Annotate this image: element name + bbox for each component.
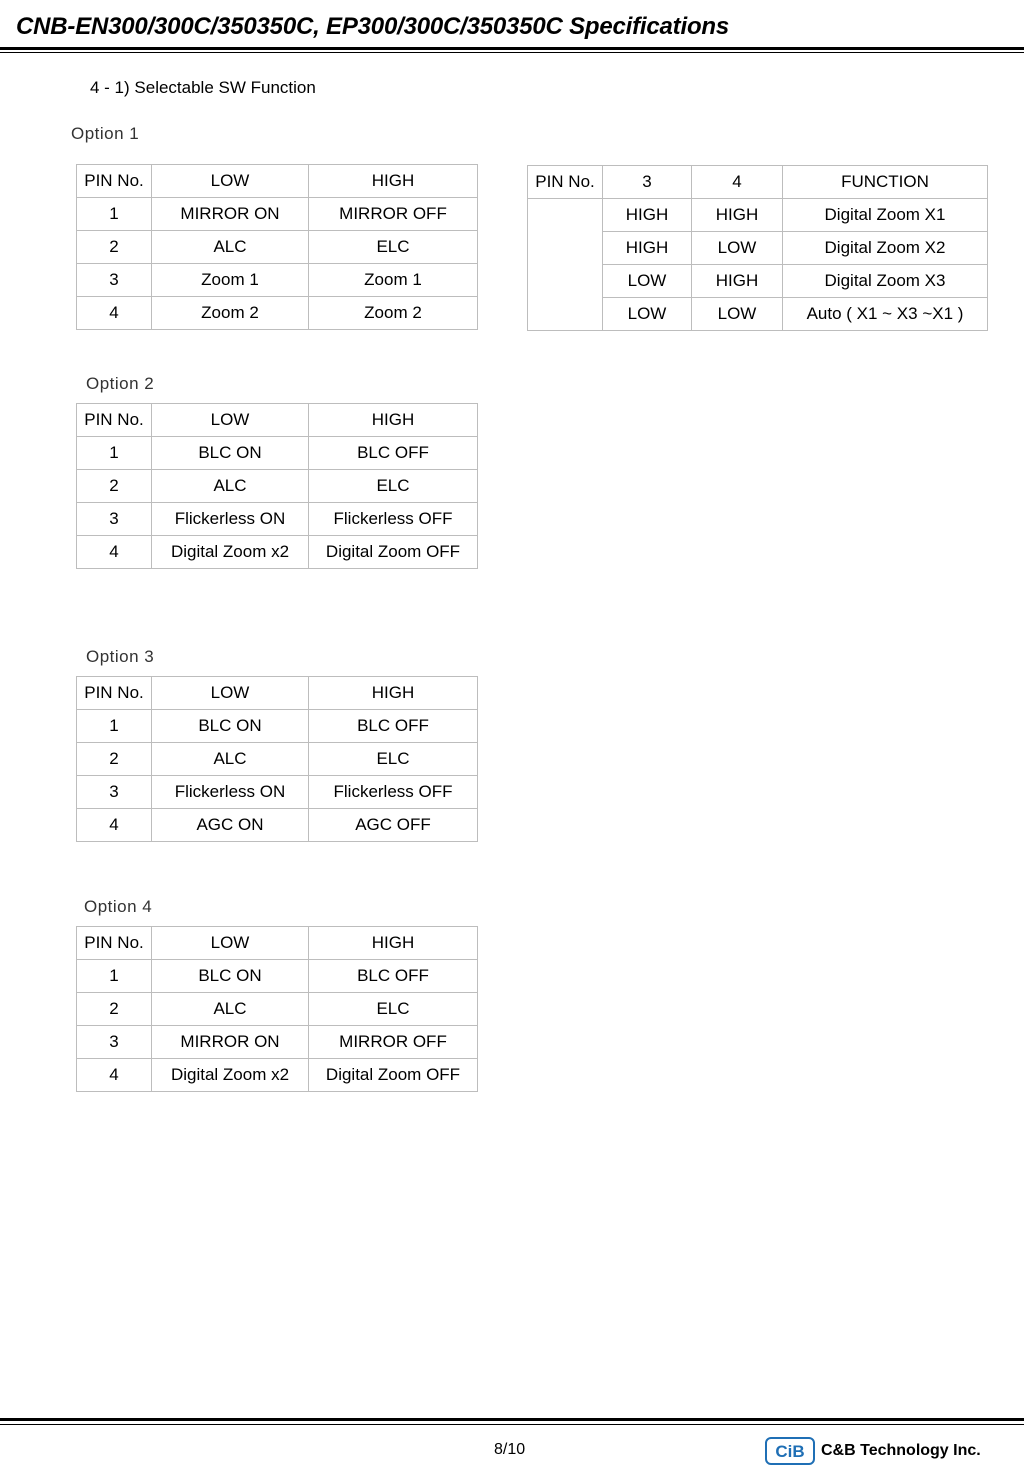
function-cell: Digital Zoom X3 (783, 265, 988, 298)
header-high: HIGH (309, 404, 478, 437)
option1-label: Option 1 (71, 124, 140, 143)
table-row (77, 1026, 478, 1059)
low-cell: Digital Zoom x2 (152, 1059, 309, 1092)
low-cell: Zoom 1 (152, 264, 309, 297)
table-header-row (77, 165, 478, 198)
pin-cell: 3 (77, 1026, 152, 1059)
table-row (77, 437, 478, 470)
table-row (77, 993, 478, 1026)
table-header-row (77, 677, 478, 710)
table-header-row (528, 166, 988, 199)
low-cell: ALC (152, 993, 309, 1026)
pin4-cell: HIGH (692, 265, 783, 298)
option4-label: Option 4 (84, 897, 153, 916)
option2-label: Option 2 (86, 374, 155, 393)
header-function: FUNCTION (783, 166, 988, 199)
low-cell: MIRROR ON (152, 198, 309, 231)
footer-rule-thick (0, 1418, 1024, 1421)
pin-cell: 4 (77, 809, 152, 842)
option2-table (76, 403, 478, 569)
table-row (77, 1059, 478, 1092)
high-cell: Flickerless OFF (309, 776, 478, 809)
pin4-cell: LOW (692, 232, 783, 265)
header-rule-thick (0, 47, 1024, 50)
pin-cell: 2 (77, 231, 152, 264)
header-high: HIGH (309, 927, 478, 960)
pin-cell: 1 (77, 960, 152, 993)
high-cell: MIRROR OFF (309, 1026, 478, 1059)
low-cell: Zoom 2 (152, 297, 309, 330)
table-row (77, 231, 478, 264)
option3-table (76, 676, 478, 842)
high-cell: BLC OFF (309, 437, 478, 470)
pin-cell: 1 (77, 437, 152, 470)
pin-cell: 4 (77, 297, 152, 330)
table-row (77, 503, 478, 536)
table-row (528, 199, 988, 232)
low-cell: Digital Zoom x2 (152, 536, 309, 569)
document-title: CNB-EN300/300C/350350C, EP300/300C/350350C Specifications (16, 13, 730, 40)
table-row (77, 264, 478, 297)
high-cell: BLC OFF (309, 710, 478, 743)
table-row (77, 470, 478, 503)
company-logo-icon (765, 1437, 815, 1465)
header-low: LOW (152, 165, 309, 198)
company-name: C&B Technology Inc. (821, 1442, 981, 1459)
page-number: 8/10 (494, 1441, 526, 1458)
low-cell: Flickerless ON (152, 776, 309, 809)
pin-cell: 1 (77, 710, 152, 743)
high-cell: ELC (309, 470, 478, 503)
high-cell: Digital Zoom OFF (309, 536, 478, 569)
header-pin3: 3 (603, 166, 692, 199)
low-cell: Flickerless ON (152, 503, 309, 536)
pin-cell: 2 (77, 993, 152, 1026)
pin-cell: 2 (77, 470, 152, 503)
table-row (77, 776, 478, 809)
table-row (77, 536, 478, 569)
pin-cell: 4 (77, 536, 152, 569)
table-header-row (77, 404, 478, 437)
high-cell: Digital Zoom OFF (309, 1059, 478, 1092)
table-row (77, 710, 478, 743)
table-header-row (77, 927, 478, 960)
header-pin-no: PIN No. (77, 165, 152, 198)
high-cell: ELC (309, 743, 478, 776)
option3-label: Option 3 (86, 647, 155, 666)
header-low: LOW (152, 677, 309, 710)
high-cell: Flickerless OFF (309, 503, 478, 536)
low-cell: AGC ON (152, 809, 309, 842)
table-row (77, 297, 478, 330)
low-cell: BLC ON (152, 960, 309, 993)
low-cell: BLC ON (152, 437, 309, 470)
pin-cell: 1 (77, 198, 152, 231)
low-cell: BLC ON (152, 710, 309, 743)
pin-cell: 3 (77, 503, 152, 536)
high-cell: ELC (309, 231, 478, 264)
high-cell: AGC OFF (309, 809, 478, 842)
high-cell: ELC (309, 993, 478, 1026)
pin-cell: 3 (77, 776, 152, 809)
footer-rule-thin (0, 1424, 1024, 1425)
table-row (77, 809, 478, 842)
pin-cell: 3 (77, 264, 152, 297)
pin-cell: 4 (77, 1059, 152, 1092)
table-row (77, 743, 478, 776)
function-cell: Digital Zoom X1 (783, 199, 988, 232)
header-low: LOW (152, 927, 309, 960)
header-high: HIGH (309, 165, 478, 198)
low-cell: ALC (152, 231, 309, 264)
pin4-cell: LOW (692, 298, 783, 331)
low-cell: ALC (152, 470, 309, 503)
merged-empty-cell (528, 199, 603, 331)
option4-table (76, 926, 478, 1092)
header-pin-no: PIN No. (77, 677, 152, 710)
pin-cell: 2 (77, 743, 152, 776)
header-pin4: 4 (692, 166, 783, 199)
high-cell: Zoom 2 (309, 297, 478, 330)
low-cell: ALC (152, 743, 309, 776)
pin3-cell: HIGH (603, 232, 692, 265)
option1-table (76, 164, 478, 330)
low-cell: MIRROR ON (152, 1026, 309, 1059)
logo-text: CiB (775, 1442, 805, 1461)
header-pin-no: PIN No. (77, 927, 152, 960)
pin3-cell: LOW (603, 298, 692, 331)
function-cell: Auto ( X1 ~ X3 ~X1 ) (783, 298, 988, 331)
header-pin-no: PIN No. (77, 404, 152, 437)
high-cell: MIRROR OFF (309, 198, 478, 231)
header-low: LOW (152, 404, 309, 437)
table-row (77, 960, 478, 993)
high-cell: Zoom 1 (309, 264, 478, 297)
table-row (77, 198, 478, 231)
high-cell: BLC OFF (309, 960, 478, 993)
pin4-cell: HIGH (692, 199, 783, 232)
pin3-cell: HIGH (603, 199, 692, 232)
pin3-cell: LOW (603, 265, 692, 298)
zoom-function-table (527, 165, 988, 331)
header-high: HIGH (309, 677, 478, 710)
header-rule-thin (0, 52, 1024, 53)
section-title: 4 - 1) Selectable SW Function (90, 78, 316, 97)
header-pin-no: PIN No. (528, 166, 603, 199)
function-cell: Digital Zoom X2 (783, 232, 988, 265)
